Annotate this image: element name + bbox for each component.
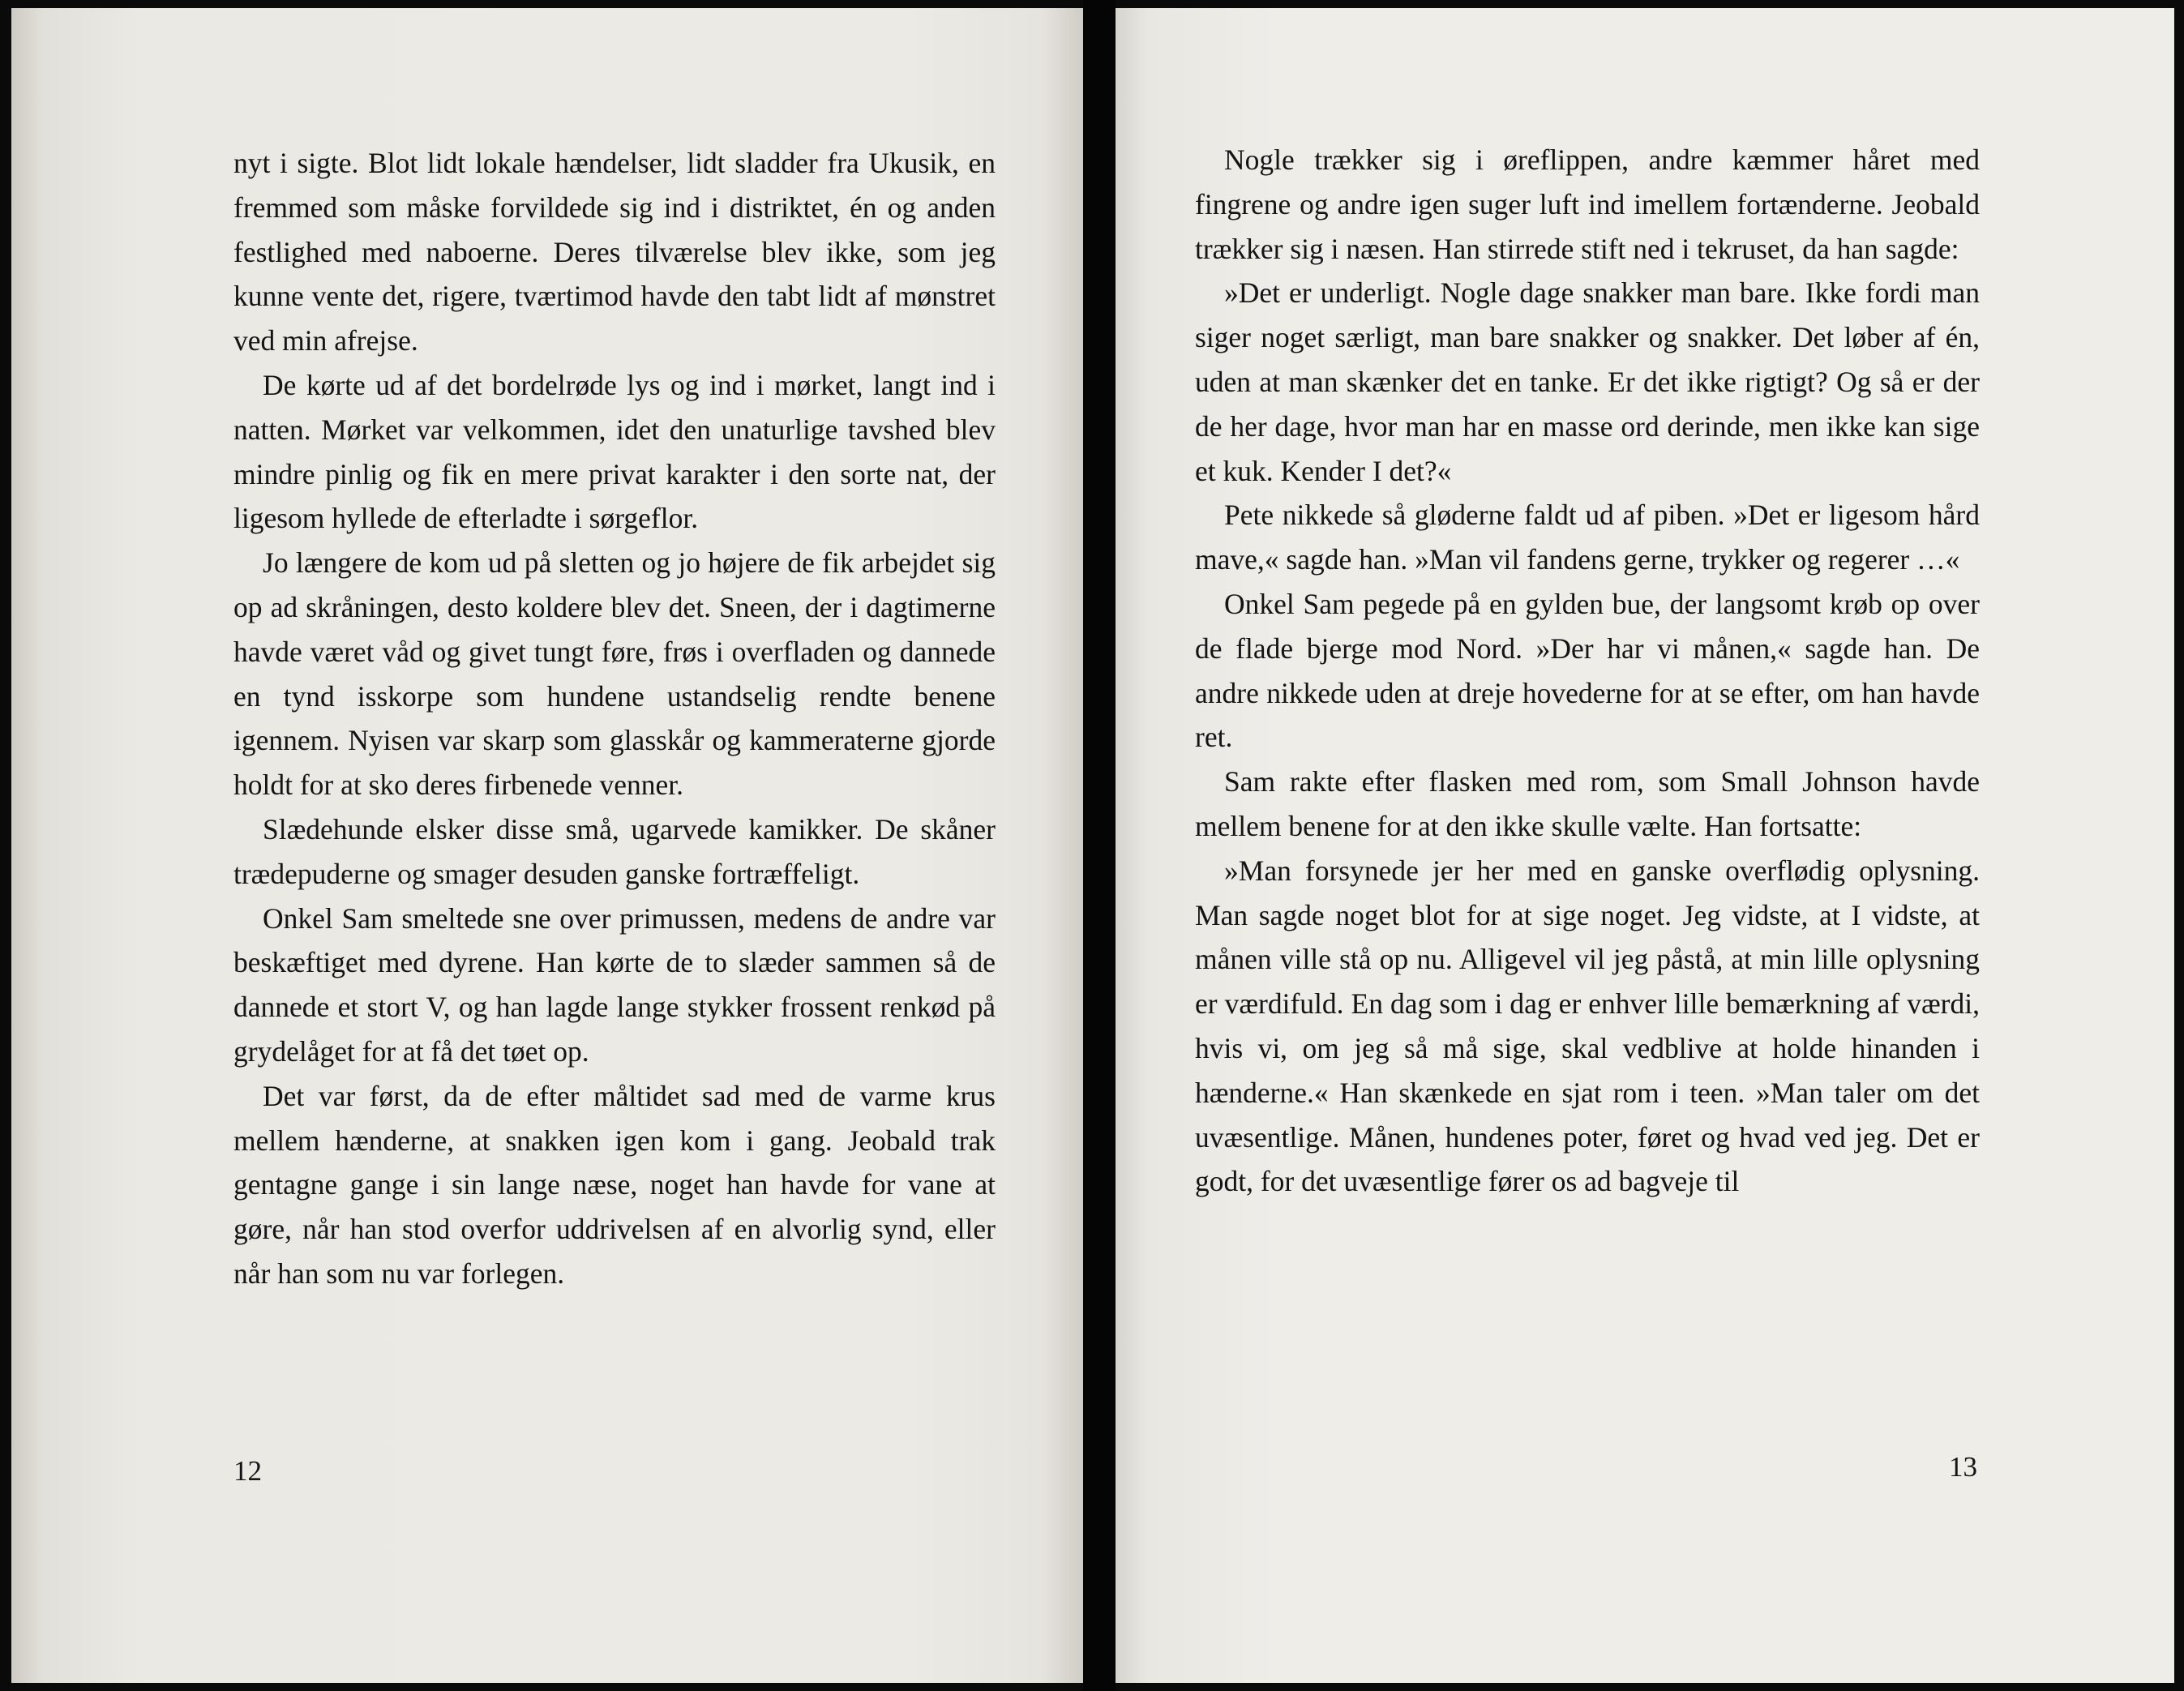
paragraph: nyt i sigte. Blot lidt lokale hændelser, lidt sladder fra Ukusik, en fremmed som måske forvildede sig ind i distriktet, én og anden festlighed med naboerne. Deres tilværelse blev ikke, som jeg kunne vente det, rigere, tværtimod havde den tabt lidt af mønstret ved min afrejse. xyxy=(233,147,996,357)
paragraph: Slædehunde elsker disse små, ugarvede kamikker. De skåner trædepuderne og smager desuden ganske fortræffeligt. xyxy=(233,812,996,890)
paragraph: Jo længere de kom ud på sletten og jo højere de fik arbejdet sig op ad skråningen, desto koldere blev det. Sneen, der i dagtimerne havde været våd og givet tungt føre, frøs i overfladen og dannede en tynd isskorpe som hundene ustandselig rendte benene igennem. Nyisen var skarp som glasskår og kammeraterne gjorde holdt for at sko deres firbenede venner. xyxy=(233,546,996,802)
paragraph: De kørte ud af det bordelrøde lys og ind i mørket, langt ind i natten. Mørket var velkommen, idet den unaturlige tavshed blev mindre pinlig og fik en mere privat karakter i den sorte nat, der ligesom hyllede de efterladte i sørgeflor. xyxy=(233,368,996,535)
right-page xyxy=(1116,8,2174,1683)
paragraph: Det var først, da de efter måltidet sad med de varme krus mellem hænderne, at snakken igen kom i gang. Jeobald trak gentagne gange i sin lange næse, noget han havde for vane at gøre, når han stod overfor uddrivelsen af en alvorlig synd, eller når han som nu var forlegen. xyxy=(233,1079,996,1290)
paragraph: »Det er underligt. Nogle dage snakker man bare. Ikke fordi man siger noget særligt, man bare snakker og snakker. Det løber af én, uden at man skænker det en tanke. Er det ikke rigtigt? Og så er der de her dage, hvor man har en masse ord derinde, men ikke kan sige et kuk. Kender I det?« xyxy=(1195,276,1980,487)
paragraph: Onkel Sam pegede på en gylden bue, der langsomt krøb op over de flade bjerge mod Nord. »Der har vi månen,« sagde han. De andre nikkede uden at dreje hovederne for at se efter, om han havde ret. xyxy=(1195,587,1980,754)
paragraph: Pete nikkede så gløderne faldt ud af piben. »Det er ligesom hård mave,« sagde han. »Man vil fandens gerne, trykker og regerer …« xyxy=(1195,499,1980,576)
left-page xyxy=(11,8,1083,1683)
page-number-left: 12 xyxy=(233,1455,262,1487)
left-page-text xyxy=(233,141,996,1296)
book-gutter xyxy=(1083,0,1116,1691)
paragraph: Nogle trækker sig i øreflippen, andre kæmmer håret med fingrene og andre igen suger luft ind imellem fortænderne. Jeobald trækker sig i næsen. Han stirrede stift ned i tekruset, da han sagde: xyxy=(1195,143,1980,265)
paragraph: Onkel Sam smeltede sne over primussen, medens de andre var beskæftiget med dyrene. Han kørte de to slæder sammen så de dannede et stort V, og han lagde lange stykker frossent renkød på grydelåget for at få det tøet op. xyxy=(233,901,996,1068)
paragraph: Sam rakte efter flasken med rom, som Small Johnson havde mellem benene for at den ikke skulle vælte. Han fortsatte: xyxy=(1195,765,1980,842)
paragraph: »Man forsynede jer her med en ganske overflødig oplysning. Man sagde noget blot for at sige noget. Jeg vidste, at I vidste, at månen ville stå op nu. Alligevel vil jeg påstå, at min lille oplysning er værdifuld. En dag som i dag er enhver lille bemærkning af værdi, hvis vi, om jeg så må sige, skal vedblive at holde hinanden i hænderne.« Han skænkede en sjat rom i teen. »Man taler om det uvæsentlige. Månen, hundenes poter, føret og hvad ved jeg. Det er godt, for det uvæsentlige fører os ad bagveje til xyxy=(1195,854,1980,1198)
right-page-text xyxy=(1195,138,1980,1204)
page-number-right: 13 xyxy=(1949,1451,1977,1483)
